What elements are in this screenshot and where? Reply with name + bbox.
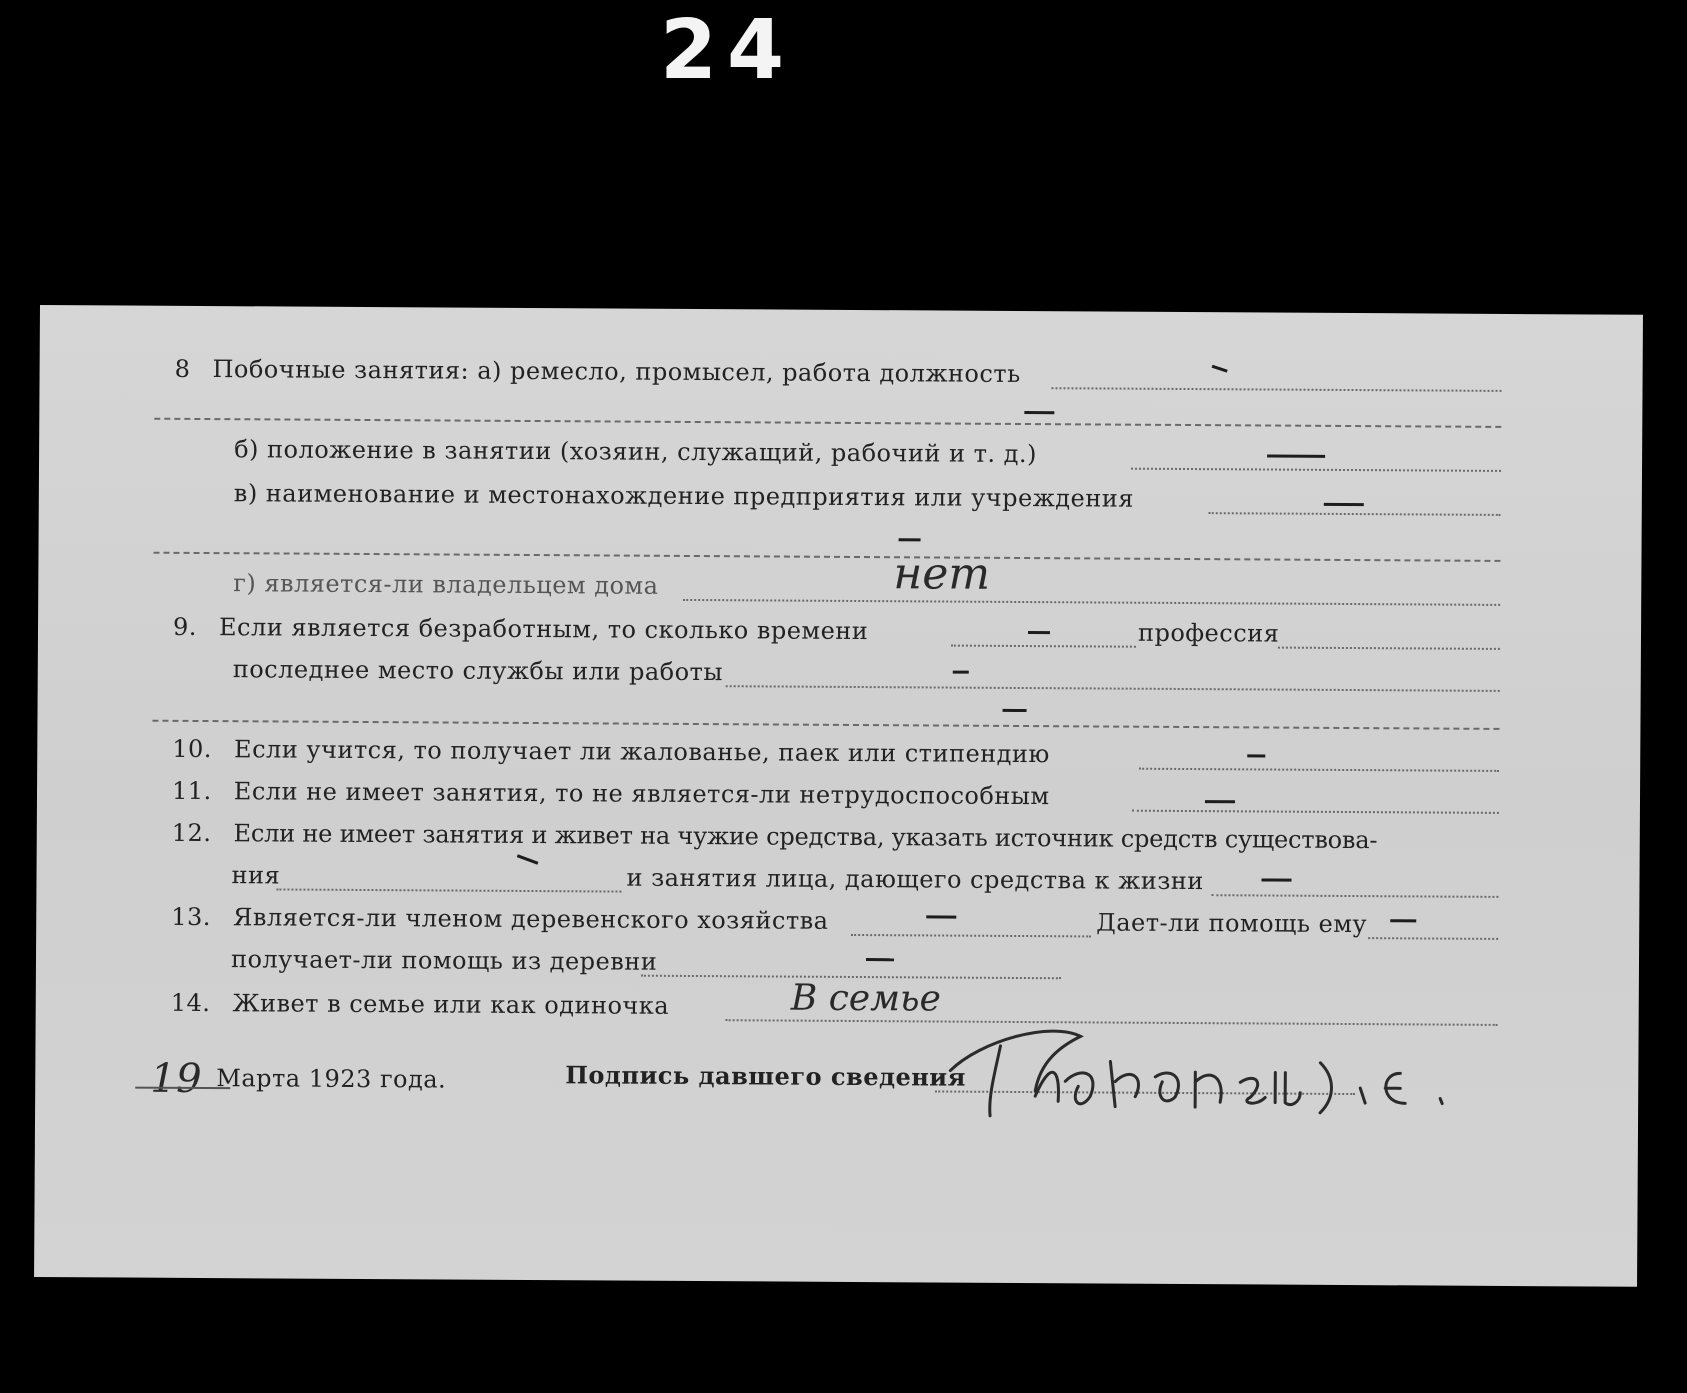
q8-a-text: Побочные занятия: а) ремесло, промысел, работа должность (212, 355, 1021, 388)
q9-line3-dash (1003, 709, 1027, 712)
q8-v-row (234, 478, 1134, 513)
q8-g-row (233, 568, 658, 601)
q11-dash (1205, 800, 1235, 803)
q10-row (172, 734, 1050, 769)
q8-b-row (234, 434, 1037, 469)
q8-a-line (1052, 387, 1502, 392)
q11-row (172, 776, 1050, 811)
q13-row (171, 902, 828, 936)
q8-g-line (683, 599, 1500, 606)
q13-help-line (1368, 937, 1498, 940)
q12-person-line (1211, 894, 1498, 898)
q13-member-dash (926, 915, 956, 918)
q8-a-dash (1212, 365, 1228, 373)
q8-a-line2 (154, 418, 1501, 428)
q12-line2b (626, 863, 1204, 897)
q12-person-dash (1262, 878, 1292, 881)
q12-source-line (276, 888, 621, 892)
q8-a-dash2 (1024, 411, 1054, 414)
q12-source-dash (517, 854, 539, 864)
q8-b-line (1131, 468, 1501, 472)
signature-handwriting (940, 1001, 1481, 1134)
q8-v-dash (1324, 503, 1364, 506)
q8-b-dash (1267, 454, 1325, 457)
q9-line2-row (233, 654, 723, 687)
q12-row (172, 818, 1378, 855)
family-answer-handwriting: В семье (790, 977, 942, 1020)
q10-dash (1247, 754, 1265, 757)
q13-member-line (851, 934, 1091, 937)
q11-text: Если не имеет занятия, то не является-ли нетрудоспособным (233, 777, 1050, 811)
q9-line1-text: Если является безработным, то сколько времени (218, 613, 869, 646)
q8-g-text: г) является-ли владельцем дома (233, 569, 659, 600)
q11-number: 11. (171, 776, 212, 806)
q9-line2-dash (953, 671, 969, 674)
q12-number: 12. (171, 818, 212, 848)
q11-line (1132, 810, 1499, 814)
q13-line2-row (231, 944, 657, 977)
date-text: Марта 1923 года. (216, 1064, 447, 1094)
q8-b-text: б) положение в занятии (хозяин, служащий, рабочий и т. д.) (234, 435, 1038, 469)
archive-number: 24 (660, 3, 795, 98)
q14-text: Живет в семье или как одиночка (232, 989, 670, 1020)
q9-line2-text: последнее место службы или работы (232, 655, 724, 687)
q9-line2-line (726, 685, 1500, 692)
q8-a-row (175, 354, 1021, 389)
q10-text: Если учится, то получает ли жалованье, паек или стипендию (234, 735, 1050, 769)
q9-time-line (951, 645, 1136, 648)
q8-v-dash2 (899, 538, 921, 541)
q8-number: 8 (174, 354, 191, 383)
q13-help-dash (1390, 919, 1416, 922)
q9-line3 (152, 720, 1499, 730)
owner-answer-handwriting: нет (893, 548, 991, 600)
q8-v-line (1209, 512, 1501, 516)
q9-time-dash (1028, 631, 1050, 634)
q9-profession-label: профессия (1137, 618, 1280, 648)
q12-line1-text: Если не имеет занятия и живет на чужие средства, указать источник средств существова- (233, 819, 1378, 855)
q9-number: 9. (172, 612, 198, 641)
signature-label: Подпись давшего сведения (565, 1060, 966, 1092)
q12-line2b-text: и занятия лица, дающего средства к жизни (626, 863, 1204, 896)
q9-row (173, 612, 868, 646)
q13-help-label: Дает-ли помощь ему (1096, 908, 1368, 939)
q10-line (1139, 768, 1499, 772)
q8-v-line2 (153, 552, 1500, 562)
q13-number: 13. (171, 902, 212, 932)
q13-line1-text: Является-ли членом деревенского хозяйства (232, 903, 829, 935)
q13-line2-text: получает-ли помощь из деревни (230, 945, 658, 976)
date-row (150, 1055, 447, 1103)
date-day-handwriting: 19 (150, 1055, 203, 1103)
q12-line2a-text: ния (231, 861, 281, 890)
q14-row (171, 988, 670, 1021)
q9-profession-line (1278, 647, 1500, 650)
questionnaire-card (34, 305, 1643, 1287)
q12-line2-row (231, 860, 280, 890)
q8-v-text: в) наименование и местонахождение предприятия или учреждения (233, 479, 1135, 513)
q14-number: 14. (170, 988, 211, 1018)
q10-number: 10. (172, 734, 213, 764)
q13-line2-dash (866, 958, 894, 961)
